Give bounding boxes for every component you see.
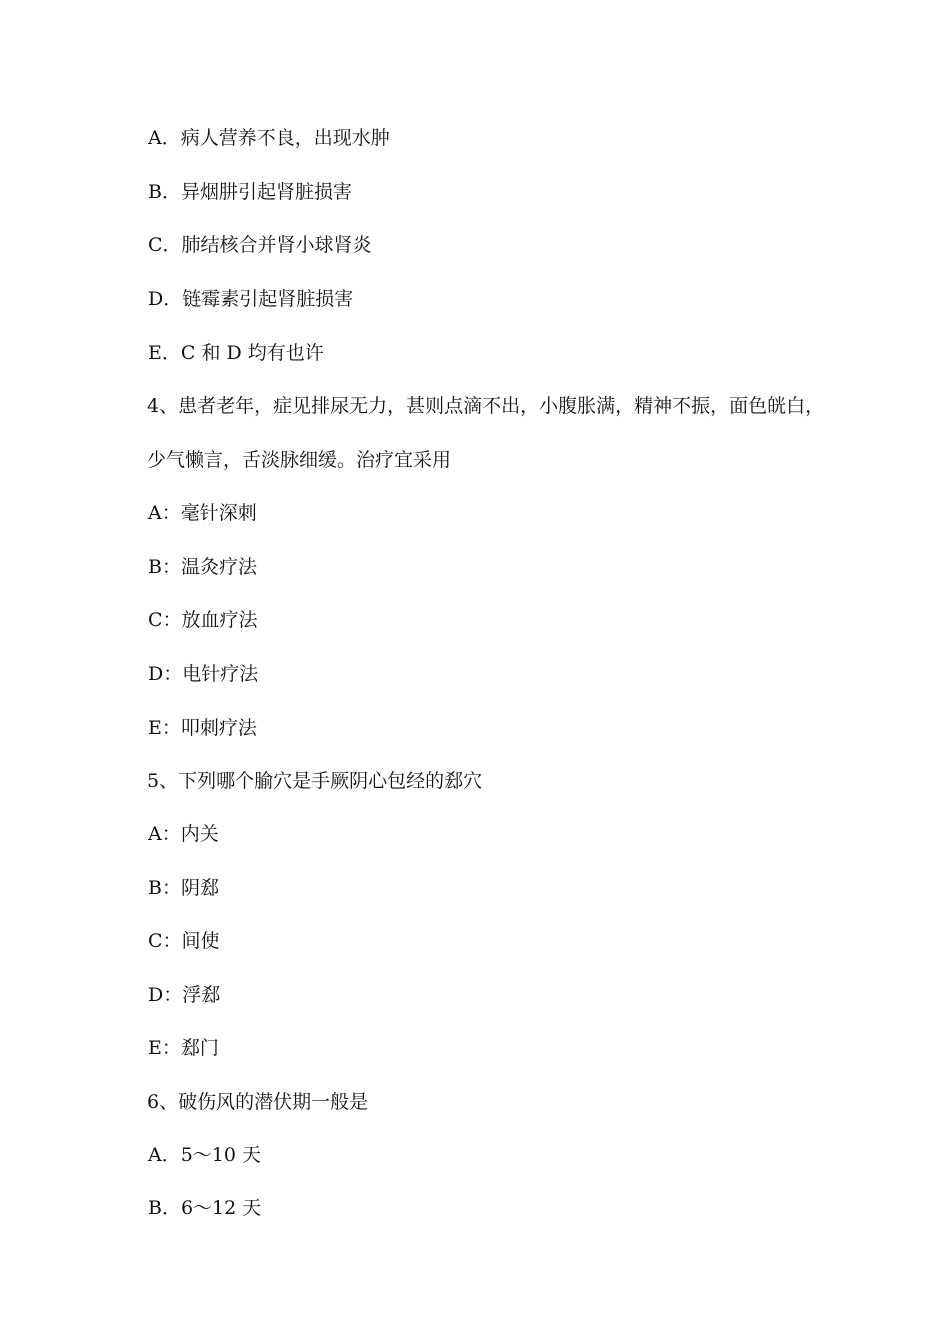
q5-option-a: A：内关 bbox=[148, 823, 219, 845]
q4-option-a: A：毫针深刺 bbox=[148, 502, 257, 524]
q4-option-b: B：温灸疗法 bbox=[148, 556, 257, 578]
q3-option-a: A．病人营养不良，出现水肿 bbox=[148, 127, 390, 149]
q4-option-e: E：叩刺疗法 bbox=[148, 717, 257, 739]
q6-text: 6、破伤风的潜伏期一般是 bbox=[147, 1091, 369, 1113]
q3-option-c: C．肺结核合并肾小球肾炎 bbox=[148, 234, 372, 256]
q4-option-c: C：放血疗法 bbox=[148, 609, 258, 631]
q3-option-e: E．C 和 D 均有也许 bbox=[148, 342, 324, 364]
q4-text-line-2: 少气懒言，舌淡脉细缓。治疗宜采用 bbox=[147, 449, 452, 471]
q6-option-b: B．6～12 天 bbox=[148, 1197, 262, 1219]
q5-option-b: B：阴郄 bbox=[148, 877, 219, 899]
q5-option-c: C：间使 bbox=[148, 930, 220, 952]
q4-option-d: D：电针疗法 bbox=[148, 663, 259, 685]
q3-option-b: B．异烟肼引起肾脏损害 bbox=[148, 181, 352, 203]
q5-option-e: E：郄门 bbox=[148, 1037, 219, 1059]
q6-option-a: A．5～10 天 bbox=[148, 1144, 262, 1166]
q5-option-d: D：浮郄 bbox=[148, 984, 221, 1006]
q4-text-line-1: 4、患者老年，症见排尿无力，甚则点滴不出，小腹胀满，精神不振，面色㿠白， bbox=[147, 395, 825, 417]
q5-text: 5、下列哪个腧穴是手厥阴心包经的郄穴 bbox=[147, 770, 483, 792]
q3-option-d: D．链霉素引起肾脏损害 bbox=[148, 288, 354, 310]
